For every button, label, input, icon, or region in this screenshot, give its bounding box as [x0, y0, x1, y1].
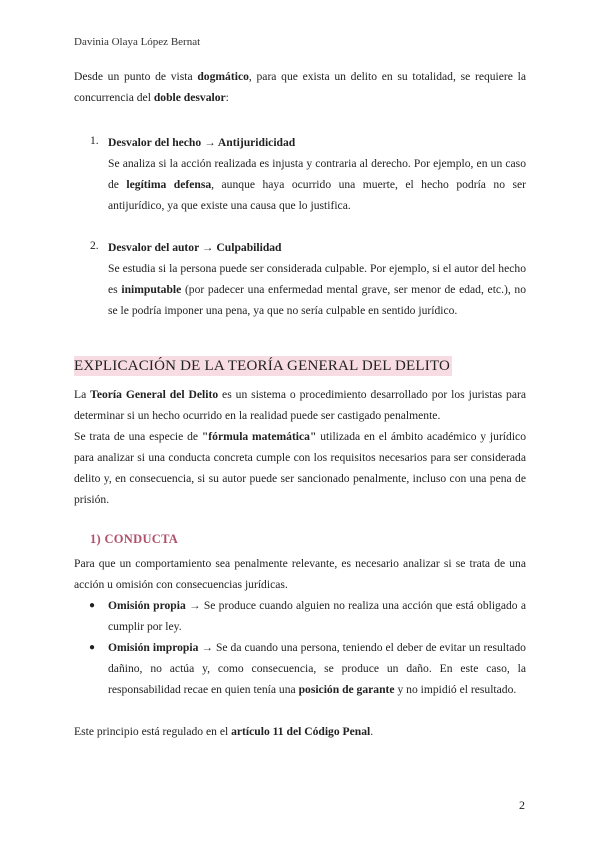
section-heading: EXPLICACIÓN DE LA TEORÍA GENERAL DEL DELITO: [74, 358, 451, 374]
list-item-title: Desvalor del hecho → Antijuridicidad: [108, 136, 296, 149]
bullet-omision-propia: Omisión propia → Se produce cuando alguien no realiza una acción que está obligado a cumplir por ley.: [108, 599, 526, 633]
list-item-title: Desvalor del autor → Culpabilidad: [108, 241, 282, 254]
subsection-heading: 1) CONDUCTA: [90, 532, 179, 546]
list-number-1: 1.: [90, 134, 99, 147]
intro-paragraph: Desde un punto de vista dogmático, para que exista un delito en su totalidad, se requiere la concurrencia del doble desvalor:: [74, 70, 526, 104]
theory-paragraph: La Teoría General del Delito es un sistema o procedimiento desarrollado por los juristas para determinar si un hecho ocurrido en la realidad puede ser castigado penalmente. Se trata de una especie de "fórmula matemática" utilizada en el ámbito académico y jurídico para analizar si una conducta concreta cumple con los requisitos necesarios para ser considerada delito y, en consecuencia, si su autor puede ser sancionado penalmente, incluso con una pena de prisión.: [74, 388, 527, 506]
list-number-2: 2.: [90, 239, 99, 252]
bullet-icon: ●: [89, 642, 96, 653]
header-author: Davinia Olaya López Bernat: [74, 36, 201, 48]
list-item-desvalor-hecho: Desvalor del hecho → Antijuridicidad Se analiza si la acción realizada es injusta y contraria al derecho. Por ejemplo, en un caso de legítima defensa, aunque haya ocurrido una muerte, el hecho podría no ser antijurídico, ya que existe una causa que lo justifica.: [108, 132, 526, 216]
conducta-intro: Para que un comportamiento sea penalmente relevante, es necesario analizar si se trata de una acción u omisión con consecuencias jurídicas.: [74, 557, 526, 591]
page-number: 2: [519, 798, 525, 812]
bullet-omision-impropia: Omisión impropia → Se da cuando una persona, teniendo el deber de evitar un resultado dañino, no actúa y, como consecuencia, se produce un daño. En este caso, la responsabilidad recae en quien tenía una posición de garante y no impidió el resultado.: [108, 641, 526, 696]
list-item-desvalor-autor: Desvalor del autor → Culpabilidad Se estudia si la persona puede ser considerada culpable. Por ejemplo, si el autor del hecho es inimputable (por padecer una enfermedad mental grave, ser menor de edad, etc.), no se le podría imponer una pena, ya que no sería culpable en sentido jurídico.: [108, 237, 526, 321]
bullet-icon: ●: [89, 600, 96, 611]
closing-paragraph: Este principio está regulado en el artículo 11 del Código Penal.: [74, 725, 374, 738]
